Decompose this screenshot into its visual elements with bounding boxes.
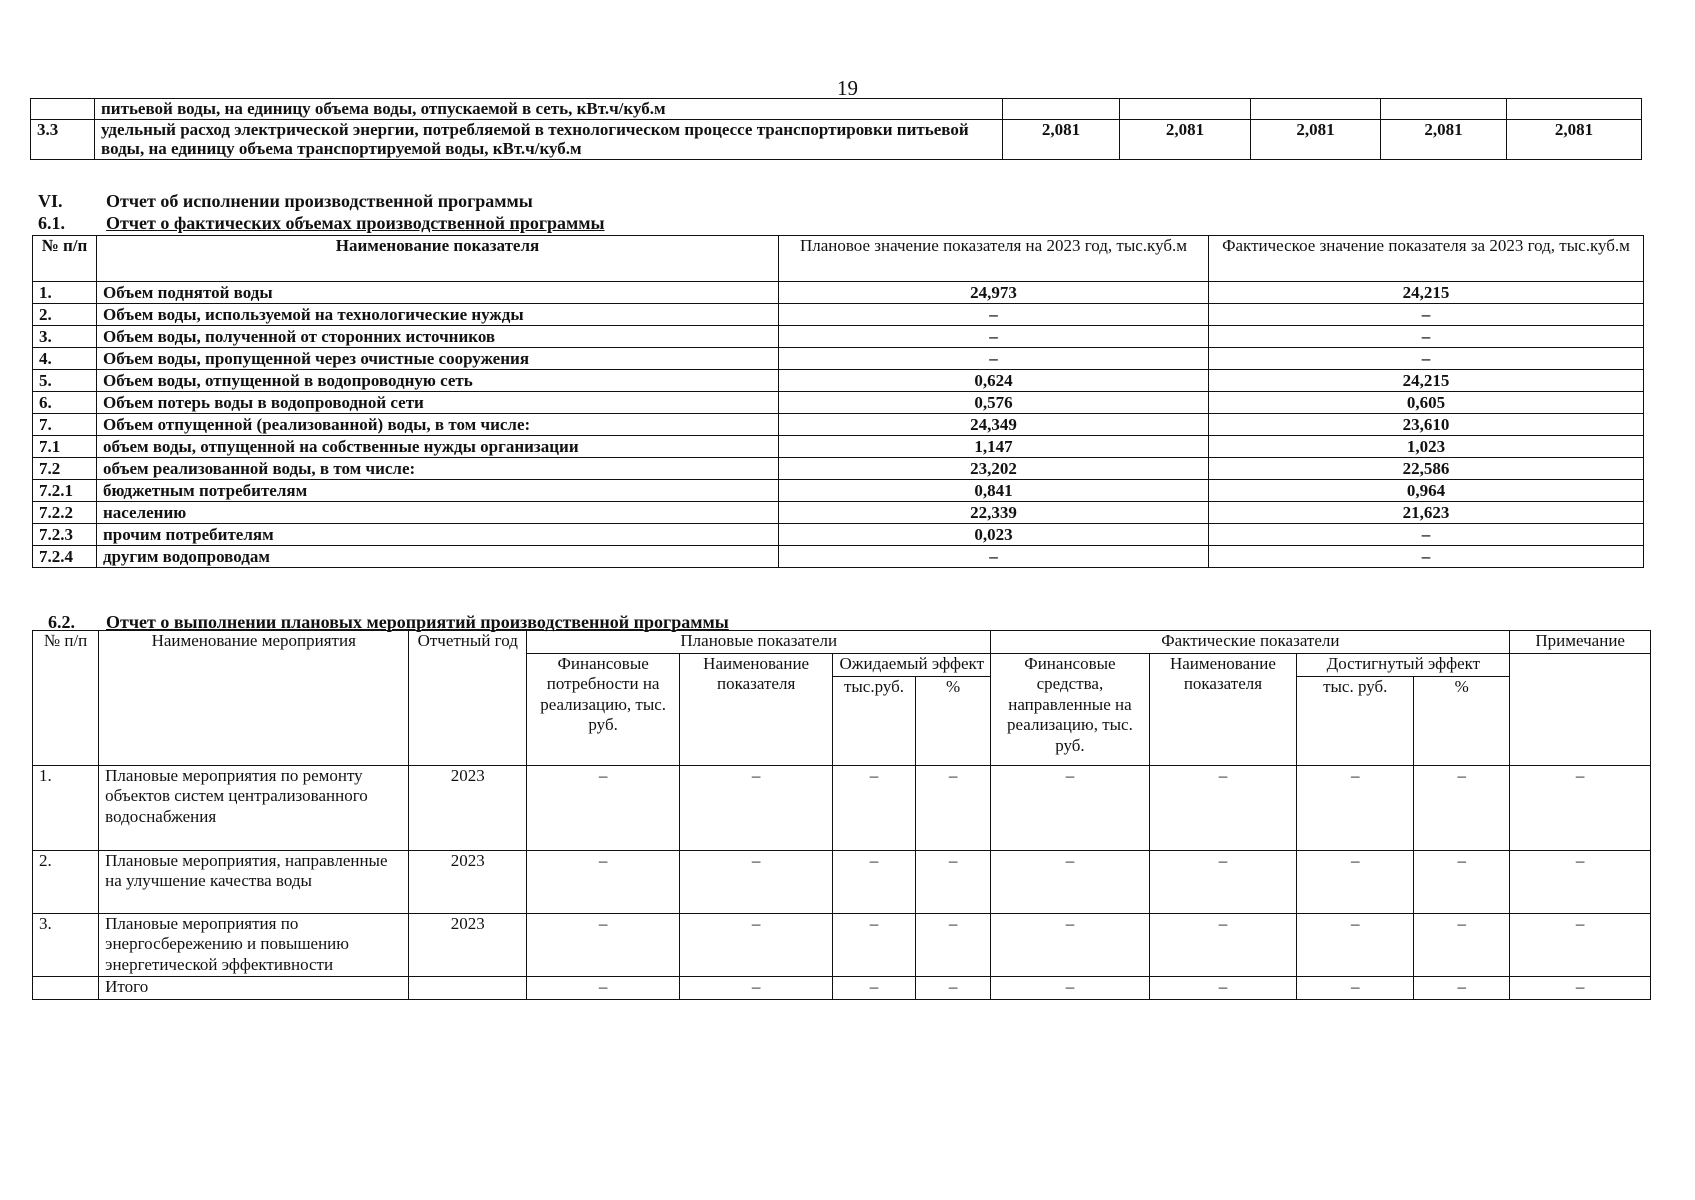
value-cell: – xyxy=(833,766,916,851)
indicator-name-cell: питьевой воды, на единицу объема воды, отпускаемой в сеть, кВт.ч/куб.м xyxy=(95,99,1003,120)
table-row xyxy=(33,326,1644,348)
year-cell xyxy=(409,977,527,1000)
value-cell: – xyxy=(1297,914,1414,977)
value-cell: – xyxy=(1414,914,1510,977)
value-cell: – xyxy=(680,977,833,1000)
row-number-cell: 2. xyxy=(33,851,99,914)
table-row xyxy=(33,851,1651,914)
section-number: 6.2. xyxy=(48,612,75,632)
plan-value-cell: 23,202 xyxy=(779,458,1209,480)
row-number-cell: 6. xyxy=(33,392,97,414)
row-number-cell: 5. xyxy=(33,370,97,392)
table-row xyxy=(33,348,1644,370)
plan-value-cell: 24,349 xyxy=(779,414,1209,436)
header-plan-indicator: Наименование показателя xyxy=(680,654,833,766)
row-number-cell: 3. xyxy=(33,914,99,977)
value-cell: – xyxy=(991,977,1149,1000)
table-row xyxy=(33,766,1651,851)
row-number-cell: 1. xyxy=(33,282,97,304)
row-number-cell: 7.1 xyxy=(33,436,97,458)
fact-value-cell: – xyxy=(1209,546,1644,568)
section-number: 6.1. xyxy=(38,213,65,233)
plan-value-cell: 0,576 xyxy=(779,392,1209,414)
value-cell: – xyxy=(1149,914,1297,977)
table-row xyxy=(31,99,1642,120)
table-header-row xyxy=(33,236,1644,282)
row-number-cell: 7.2 xyxy=(33,458,97,480)
value-cell: – xyxy=(991,851,1149,914)
value-cell: – xyxy=(991,766,1149,851)
value-cell: – xyxy=(680,914,833,977)
indicator-name-cell: Объем отпущенной (реализованной) воды, в том числе: xyxy=(97,414,779,436)
plan-value-cell: 24,973 xyxy=(779,282,1209,304)
value-cell: – xyxy=(833,914,916,977)
value-cell: – xyxy=(833,977,916,1000)
value-cell: – xyxy=(1510,914,1651,977)
fact-value-cell: – xyxy=(1209,348,1644,370)
row-number-cell: 2. xyxy=(33,304,97,326)
header-num: № п/п xyxy=(33,631,99,766)
total-row xyxy=(33,977,1651,1000)
fact-value-cell: 23,610 xyxy=(1209,414,1644,436)
value-cell: 2,081 xyxy=(1003,119,1120,159)
plan-value-cell: 0,841 xyxy=(779,480,1209,502)
header-name: Наименование мероприятия xyxy=(99,631,409,766)
value-cell: – xyxy=(527,766,680,851)
energy-consumption-table-continuation xyxy=(30,98,1642,160)
value-cell: – xyxy=(1414,977,1510,1000)
table-row xyxy=(33,914,1651,977)
value-cell: – xyxy=(1510,977,1651,1000)
year-cell: 2023 xyxy=(409,851,527,914)
planned-activities-table xyxy=(32,630,1651,1000)
value-cell: – xyxy=(527,851,680,914)
year-cell: 2023 xyxy=(409,914,527,977)
indicator-name-cell: Объем поднятой воды xyxy=(97,282,779,304)
table-row xyxy=(33,502,1644,524)
header-plan-effect-pct: % xyxy=(915,677,991,766)
value-cell: – xyxy=(1510,851,1651,914)
header-actual: Фактические показатели xyxy=(991,631,1510,654)
value-cell: – xyxy=(915,977,991,1000)
value-cell: – xyxy=(1510,766,1651,851)
activity-name-cell: Плановые мероприятия, направленные на улучшение качества воды xyxy=(99,851,409,914)
row-number-cell: 3. xyxy=(33,326,97,348)
fact-value-cell: 24,215 xyxy=(1209,282,1644,304)
value-cell: – xyxy=(1414,766,1510,851)
row-number-cell xyxy=(33,977,99,1000)
production-volumes-table xyxy=(32,235,1644,568)
row-number-cell: 7. xyxy=(33,414,97,436)
indicator-name-cell: объем реализованной воды, в том числе: xyxy=(97,458,779,480)
indicator-name-cell: Объем потерь воды в водопроводной сети xyxy=(97,392,779,414)
header-plan-effect-rub: тыс.руб. xyxy=(833,677,916,766)
plan-value-cell: 1,147 xyxy=(779,436,1209,458)
indicator-name-cell: Объем воды, пропущенной через очистные сооружения xyxy=(97,348,779,370)
value-cell: – xyxy=(833,851,916,914)
value-cell: – xyxy=(915,851,991,914)
plan-value-cell: – xyxy=(779,326,1209,348)
indicator-name-cell: бюджетным потребителям xyxy=(97,480,779,502)
header-num: № п/п xyxy=(33,236,97,282)
value-cell: – xyxy=(680,851,833,914)
value-cell: – xyxy=(915,766,991,851)
value-cell: 2,081 xyxy=(1507,119,1642,159)
table-row xyxy=(33,414,1644,436)
section-number: VI. xyxy=(38,191,63,211)
header-year: Отчетный год xyxy=(409,631,527,766)
section-title: Отчет о фактических объемах производственной программы xyxy=(106,213,605,233)
value-cell: – xyxy=(1297,851,1414,914)
table-row xyxy=(33,480,1644,502)
value-cell: – xyxy=(527,977,680,1000)
fact-value-cell: 0,605 xyxy=(1209,392,1644,414)
fact-value-cell: – xyxy=(1209,326,1644,348)
plan-value-cell: – xyxy=(779,348,1209,370)
value-cell: 2,081 xyxy=(1381,119,1507,159)
value-cell: – xyxy=(991,914,1149,977)
row-number-cell: 7.2.3 xyxy=(33,524,97,546)
value-cell: 2,081 xyxy=(1251,119,1381,159)
table-row xyxy=(33,436,1644,458)
value-cell: – xyxy=(1414,851,1510,914)
table-row xyxy=(33,546,1644,568)
fact-value-cell: 21,623 xyxy=(1209,502,1644,524)
fact-value-cell: 0,964 xyxy=(1209,480,1644,502)
header-plan-finance: Финансовые потребности на реализацию, тыс. руб. xyxy=(527,654,680,766)
section-heading-vi xyxy=(38,191,533,212)
row-number-cell xyxy=(31,99,95,120)
table-row xyxy=(33,282,1644,304)
row-number-cell: 4. xyxy=(33,348,97,370)
page-number: 19 xyxy=(837,76,858,100)
plan-value-cell: 22,339 xyxy=(779,502,1209,524)
fact-value-cell: 24,215 xyxy=(1209,370,1644,392)
value-cell: 2,081 xyxy=(1120,119,1251,159)
section-title: Отчет о выполнении плановых мероприятий производственной программы xyxy=(106,612,729,632)
header-planned: Плановые показатели xyxy=(527,631,991,654)
indicator-name-cell: Объем воды, полученной от сторонних источников xyxy=(97,326,779,348)
table-row xyxy=(33,370,1644,392)
activity-name-cell: Итого xyxy=(99,977,409,1000)
table-row xyxy=(33,392,1644,414)
value-cell: – xyxy=(680,766,833,851)
header-plan-effect: Ожидаемый эффект xyxy=(833,654,991,677)
row-number-cell: 7.2.4 xyxy=(33,546,97,568)
indicator-name-cell: объем воды, отпущенной на собственные нужды организации xyxy=(97,436,779,458)
header-fact: Фактическое значение показателя за 2023 год, тыс.куб.м xyxy=(1209,236,1644,282)
header-note: Примечание xyxy=(1510,631,1651,654)
value-cell: – xyxy=(1149,851,1297,914)
value-cell: – xyxy=(1149,766,1297,851)
plan-value-cell: 0,023 xyxy=(779,524,1209,546)
table-row xyxy=(33,458,1644,480)
activity-name-cell: Плановые мероприятия по ремонту объектов систем централизованного водоснабжения xyxy=(99,766,409,851)
plan-value-cell: 0,624 xyxy=(779,370,1209,392)
value-cell: – xyxy=(1297,766,1414,851)
header-plan: Плановое значение показателя на 2023 год, тыс.куб.м xyxy=(779,236,1209,282)
header-fact-indicator: Наименование показателя xyxy=(1149,654,1297,766)
value-cell: – xyxy=(527,914,680,977)
value-cell: – xyxy=(1297,977,1414,1000)
row-number-cell: 3.3 xyxy=(31,119,95,159)
value-cell: – xyxy=(915,914,991,977)
fact-value-cell: 1,023 xyxy=(1209,436,1644,458)
activity-name-cell: Плановые мероприятия по энергосбережению и повышению энергетической эффективности xyxy=(99,914,409,977)
indicator-name-cell: населению xyxy=(97,502,779,524)
row-number-cell: 7.2.2 xyxy=(33,502,97,524)
plan-value-cell: – xyxy=(779,546,1209,568)
plan-value-cell: – xyxy=(779,304,1209,326)
indicator-name-cell: Объем воды, отпущенной в водопроводную сеть xyxy=(97,370,779,392)
header-fact-effect: Достигнутый эффект xyxy=(1297,654,1510,677)
header-fact-effect-pct: % xyxy=(1414,677,1510,766)
table-row xyxy=(33,304,1644,326)
header-fact-effect-rub: тыс. руб. xyxy=(1297,677,1414,766)
row-number-cell: 7.2.1 xyxy=(33,480,97,502)
header-name: Наименование показателя xyxy=(97,236,779,282)
table-header-row xyxy=(33,631,1651,654)
header-fact-finance: Финансовые средства, направленные на реализацию, тыс. руб. xyxy=(991,654,1149,766)
indicator-name-cell: другим водопроводам xyxy=(97,546,779,568)
fact-value-cell: – xyxy=(1209,304,1644,326)
indicator-name-cell: прочим потребителям xyxy=(97,524,779,546)
value-cell: – xyxy=(1149,977,1297,1000)
indicator-name-cell: Объем воды, используемой на технологические нужды xyxy=(97,304,779,326)
fact-value-cell: 22,586 xyxy=(1209,458,1644,480)
table-row xyxy=(33,524,1644,546)
table-row xyxy=(31,119,1642,159)
section-heading-6-1 xyxy=(38,213,605,234)
row-number-cell: 1. xyxy=(33,766,99,851)
year-cell: 2023 xyxy=(409,766,527,851)
indicator-name-cell: удельный расход электрической энергии, потребляемой в технологическом процессе транспортировки питьевой воды, на единицу объема транспортируемой воды, кВт.ч/куб.м xyxy=(95,119,1003,159)
fact-value-cell: – xyxy=(1209,524,1644,546)
section-title: Отчет об исполнении производственной программы xyxy=(106,191,533,211)
